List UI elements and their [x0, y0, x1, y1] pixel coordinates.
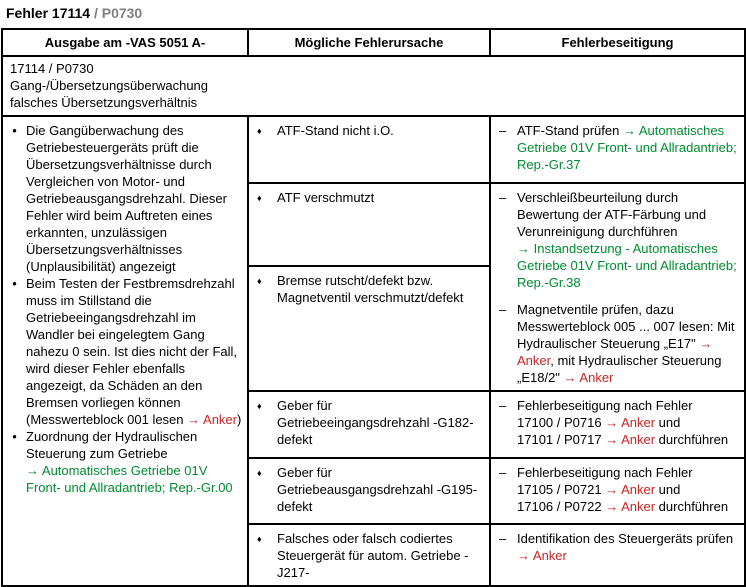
cause-cell: [248, 183, 490, 266]
text-segment: Beim Testen der Festbremsdrehzahl muss im Stillstand die Getriebeeingangsdrehzahl im Wandler bei eingelegtem Gang nahezu 0 sein. Ist dies nicht der Fall, wird dieser Fehler ebenfalls angezeigt, da Schäden an den Bremsen vorliegen können (Messwerteblock 001 lesen: [26, 276, 238, 427]
cause-item: [257, 272, 485, 306]
remedy-item: [499, 464, 738, 515]
cause-text: ATF verschmutzt: [277, 190, 375, 205]
anker-link[interactable]: → Anker: [517, 336, 713, 368]
dash-bullet-icon: –: [499, 190, 507, 205]
fault-code-line: 17114 / P0730: [10, 61, 94, 76]
note-item: [3, 428, 243, 496]
text-segment: und: [655, 482, 681, 497]
diamond-bullet-icon: ♦: [257, 193, 262, 203]
note-item: [3, 275, 243, 428]
cause-cell: [248, 458, 490, 524]
text-segment: Die Gangüberwachung des Getriebesteuergeräts prüft die Übersetzungsverhältnisse durch Vergleichen von Motor- und Getriebeausgangsdrehzahl. Dieser Fehler wird beim Auftreten eines erkannten, unzulässigen Übersetzungsverhältnisses (Unplausibilität) angezeigt: [26, 123, 227, 274]
fault-code-suffix: / P0730: [90, 5, 143, 21]
cause-item: [257, 464, 485, 515]
cause-item: [257, 189, 485, 207]
remedy-cell: [490, 458, 745, 524]
fault-title-line: Gang-/Übersetzungsüberwachung: [10, 78, 209, 93]
cause-item: [257, 122, 485, 140]
anker-link[interactable]: → Anker: [187, 412, 237, 427]
reference-link[interactable]: → Automatisches Getriebe 01V Front- und Allradantrieb; Rep.-Gr.00: [26, 463, 233, 495]
cause-text: Geber für Getriebeeingangsdrehzahl -G182- defekt: [277, 398, 474, 447]
note-text: [26, 122, 243, 275]
cause-text: ATF-Stand nicht i.O.: [277, 123, 394, 138]
fault-code-cell: [2, 56, 745, 116]
cause-item: [257, 530, 485, 581]
text-segment: 17106 / P0722: [517, 499, 606, 514]
fault-number: Fehler 17114: [6, 5, 91, 21]
anker-link[interactable]: → Anker: [605, 482, 656, 497]
cause-text: Geber für Getriebeausgangsdrehzahl -G195- defekt: [277, 465, 478, 514]
column-header-ausgabe: Ausgabe am -VAS 5051 A-: [2, 29, 248, 56]
bullet-icon: •: [12, 123, 17, 138]
text-segment: durchführen: [655, 499, 729, 514]
dash-bullet-icon: –: [499, 302, 507, 317]
page-title: [6, 4, 746, 22]
diamond-bullet-icon: ♦: [257, 275, 262, 286]
cause-text: Bremse rutscht/defekt bzw. Magnetventil verschmutzt/defekt: [277, 272, 464, 305]
cause-cell: [248, 116, 490, 183]
text-segment: Identifikation des Steuergeräts prüfen: [517, 531, 734, 546]
remedy-item: [499, 301, 738, 386]
fault-code-row: [2, 56, 745, 116]
remedy-cell: [490, 391, 745, 458]
note-item: [3, 122, 243, 275]
table-row: [2, 116, 745, 183]
text-segment: ATF-Stand prüfen: [517, 123, 623, 138]
remedy-item: [499, 189, 738, 291]
anker-link[interactable]: → Anker: [605, 415, 656, 430]
fault-table: [1, 28, 746, 587]
dash-bullet-icon: –: [499, 398, 507, 413]
remedy-item: [499, 397, 738, 448]
column-header-fehlerbeseitigung: Fehlerbeseitigung: [490, 29, 745, 56]
dash-bullet-icon: –: [499, 123, 507, 138]
remedy-cell: [490, 524, 745, 586]
diamond-bullet-icon: ♦: [257, 401, 262, 411]
text-segment: Verschleißbeurteilung durch Bewertung der ATF-Färbung und Verunreinigung durchführen: [517, 190, 707, 239]
text-segment: Zuordnung der Hydraulischen Steuerung zum Getriebe: [26, 429, 198, 461]
bullet-icon: •: [12, 276, 17, 291]
text-segment: durchführen: [655, 432, 729, 447]
fault-subtitle-line: falsches Übersetzungsverhältnis: [10, 95, 198, 110]
anker-link[interactable]: → Anker: [517, 548, 567, 563]
cause-cell: [248, 391, 490, 458]
text-segment: 17100 / P0716: [517, 415, 606, 430]
remedy-text: [517, 301, 738, 386]
anker-link[interactable]: → Anker: [605, 499, 656, 514]
cause-text: Falsches oder falsch codiertes Steuergerät für autom. Getriebe -J217-: [277, 531, 469, 580]
remedy-cell: [490, 116, 745, 183]
remedy-text: [517, 122, 738, 173]
remedy-item: [499, 122, 738, 173]
remedy-text: [517, 189, 738, 291]
dash-bullet-icon: –: [499, 465, 507, 480]
column-header-fehlerursache: Mögliche Fehlerursache: [248, 29, 490, 56]
elsa-fault-document: [0, 4, 746, 579]
table-header-row: [2, 29, 745, 56]
anker-link[interactable]: → Anker: [605, 432, 656, 447]
diamond-bullet-icon: ♦: [257, 468, 262, 478]
bullet-icon: •: [12, 429, 17, 444]
text-segment: und: [655, 415, 681, 430]
text-segment: ): [237, 412, 242, 427]
dash-bullet-icon: –: [499, 531, 507, 546]
diamond-bullet-icon: ♦: [257, 534, 262, 544]
text-segment: Magnetventile prüfen, dazu Messwerteblock 005 ... 007 lesen: Mit Hydraulischer Steuerung „E17": [517, 302, 735, 351]
reference-link[interactable]: → Automatisches Getriebe 01V Front- und Allradantrieb; Rep.-Gr.37: [517, 123, 737, 172]
text-segment: Fehlerbeseitigung nach Fehler: [517, 465, 693, 480]
remedy-item: [499, 530, 738, 564]
text-segment: 17105 / P0721: [517, 482, 606, 497]
cause-cell: [248, 524, 490, 586]
text-segment: Fehlerbeseitigung nach Fehler: [517, 398, 693, 413]
anker-link[interactable]: → Anker: [563, 370, 614, 385]
reference-link[interactable]: → Instandsetzung - Automatisches Getriebe 01V Front- und Allradantrieb; Rep.-Gr.38: [517, 241, 737, 290]
remedy-text: [517, 397, 738, 448]
notes-cell: [2, 116, 248, 586]
remedy-text: [517, 530, 738, 564]
cause-cell: [248, 266, 490, 391]
diamond-bullet-icon: ♦: [257, 126, 262, 136]
remedy-cell: [490, 183, 745, 391]
note-text: [26, 428, 243, 496]
remedy-text: [517, 464, 738, 515]
text-segment: , mit Hydraulischer Steuerung „E18/2": [517, 353, 722, 385]
text-segment: 17101 / P0717: [517, 432, 606, 447]
cause-item: [257, 397, 485, 448]
note-text: [26, 275, 243, 428]
